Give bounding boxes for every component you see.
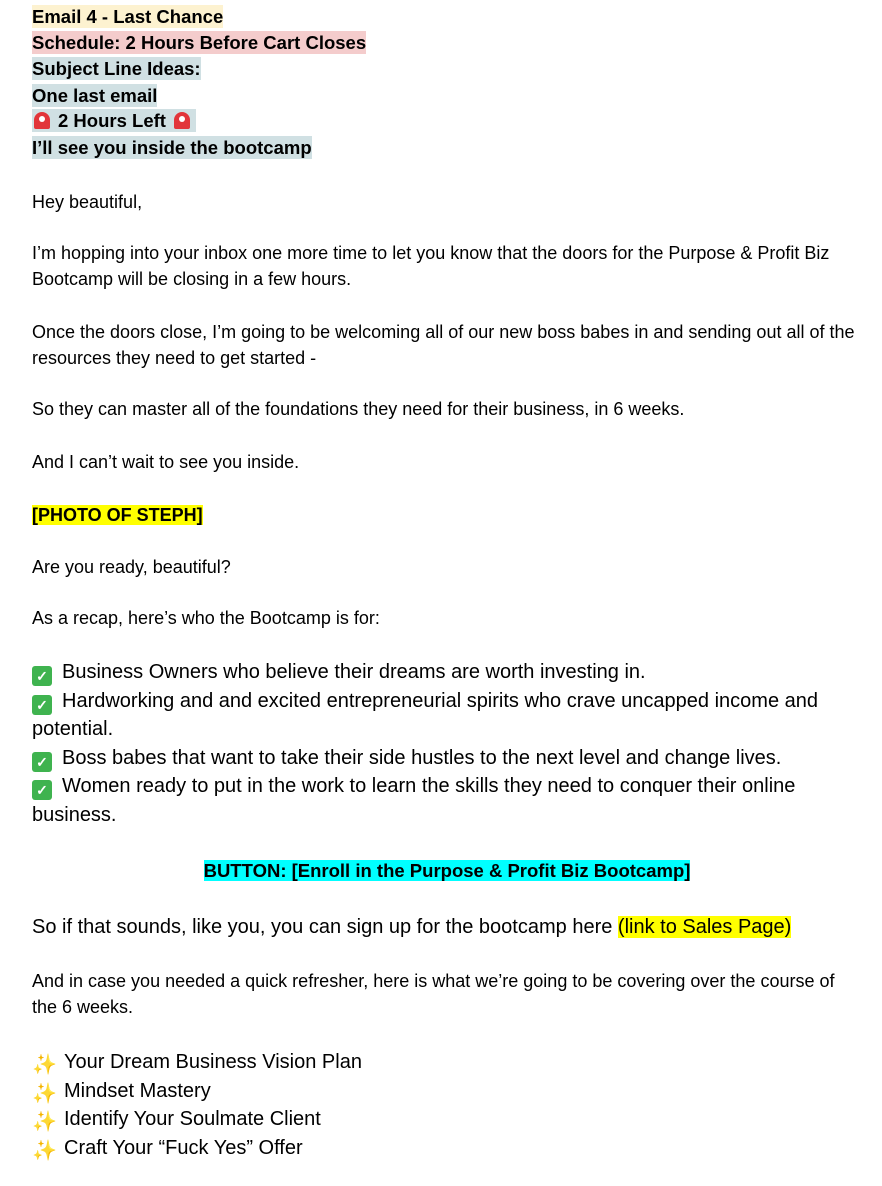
paragraph-welcoming: Once the doors close, I’m going to be welcoming all of our new boss babes in and sending out all of the resources they need to get started - — [32, 322, 855, 368]
sparkles-icon: ✨ — [32, 1082, 57, 1105]
email-title: Email 4 - Last Chance — [32, 6, 224, 27]
sparkles-icon: ✨ — [32, 1139, 57, 1162]
paragraph-see-you-inside: And I can’t wait to see you inside. — [32, 452, 300, 472]
list-item: ✨ Your Dream Business Vision Plan — [32, 1051, 362, 1076]
subject-idea-1: One last email — [32, 85, 158, 106]
siren-icon — [174, 112, 190, 129]
subject-heading-line — [32, 57, 201, 81]
list-item: ✓ Business Owners who believe their dreams are worth investing in. — [32, 658, 862, 687]
photo-placeholder-line — [32, 502, 862, 528]
list-item: ✨ Craft Your “Fuck Yes” Offer — [32, 1136, 303, 1162]
topics-list — [32, 1048, 862, 1162]
siren-icon — [34, 112, 50, 129]
subject-idea-2-highlight — [32, 109, 196, 132]
list-item: ✨ Mindset Mastery — [32, 1079, 211, 1105]
photo-placeholder: [PHOTO OF STEPH] — [32, 505, 203, 525]
paragraph-doors-closing: I’m hopping into your inbox one more time to let you know that the doors for the Purpose & Profit Biz Bootcamp will be closing in a few hours. — [32, 243, 830, 289]
schedule-text: Schedule: 2 Hours Before Cart Closes — [32, 32, 367, 53]
audience-list — [32, 658, 862, 829]
question: Are you ready, beautiful? — [32, 557, 231, 577]
recap-intro: As a recap, here’s who the Bootcamp is for: — [32, 608, 380, 628]
enroll-button-line — [32, 858, 862, 884]
check-icon: ✓ — [32, 666, 52, 686]
check-icon: ✓ — [32, 695, 52, 715]
signup-line — [32, 913, 862, 942]
paragraph-foundations: So they can master all of the foundations they need for their business, in 6 weeks. — [32, 399, 685, 419]
list-item: ✓ Boss babes that want to take their side hustles to the next level and change lives. — [32, 744, 862, 773]
sparkles-icon: ✨ — [32, 1054, 57, 1076]
sales-page-link[interactable]: (link to Sales Page) — [617, 916, 792, 938]
schedule-line — [32, 31, 366, 55]
sparkles-icon: ✨ — [32, 1111, 57, 1133]
list-item: ✓ Hardworking and and excited entrepreneurial spirits who crave uncapped income and potential. — [32, 689, 818, 740]
subject-heading: Subject Line Ideas: — [32, 58, 201, 79]
enroll-button[interactable]: BUTTON: [Enroll in the Purpose & Profit Biz Bootcamp] — [203, 860, 691, 881]
list-item: ✨ Identify Your Soulmate Client — [32, 1108, 321, 1133]
subject-idea-1-line — [32, 84, 157, 108]
subject-idea-3: I’ll see you inside the bootcamp — [32, 137, 312, 158]
check-icon: ✓ — [32, 752, 52, 772]
refresher-paragraph: And in case you needed a quick refresher, here is what we’re going to be covering over the course of the 6 weeks. — [32, 971, 835, 1017]
signup-text: So if that sounds, like you, you can sign up for the bootcamp here — [32, 916, 618, 938]
subject-idea-3-line — [32, 136, 312, 160]
subject-idea-2: 2 Hours Left — [58, 110, 166, 131]
subject-idea-2-line — [32, 109, 196, 133]
email-title-line — [32, 5, 223, 29]
greeting: Hey beautiful, — [32, 192, 143, 212]
check-icon: ✓ — [32, 780, 52, 800]
list-item: ✓ Women ready to put in the work to learn the skills they need to conquer their online business. — [32, 775, 796, 826]
